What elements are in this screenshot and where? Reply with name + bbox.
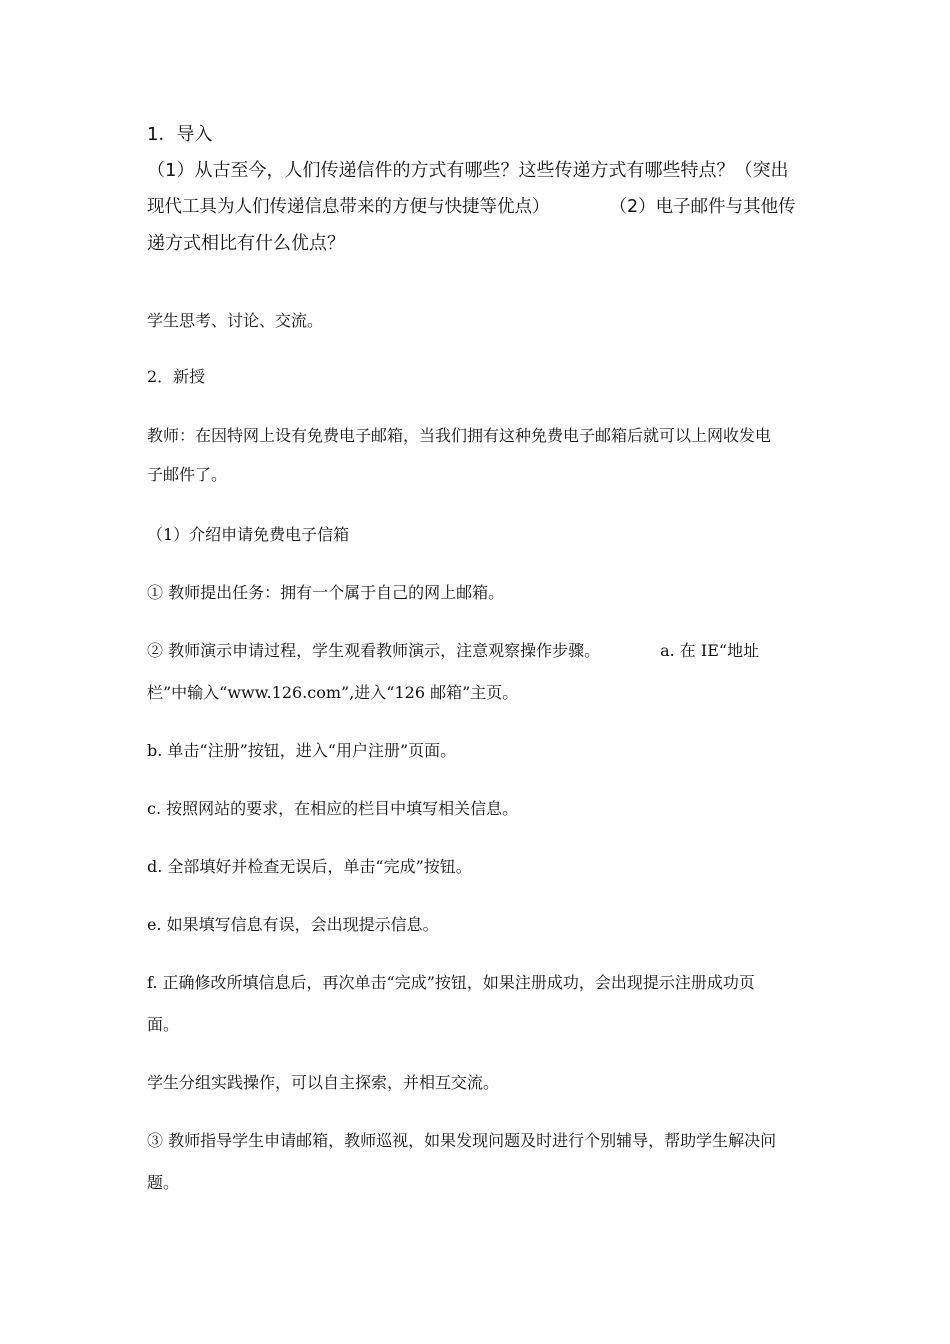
step-3-line-1: ③ 教师指导学生申请邮箱，教师巡视，如果发现问题及时进行个别辅导，帮助学生解决问 xyxy=(147,1131,777,1150)
step-2-sub-a: a. 在 IE“地址 xyxy=(660,641,760,660)
question-line-3: 递方式相比有什么优点？ xyxy=(147,233,345,254)
step-f-line-2: 面。 xyxy=(147,1015,180,1034)
step-2-line-1 xyxy=(147,643,759,659)
step-b: b. 单击“注册”按钮，进入“用户注册”页面。 xyxy=(147,741,457,760)
section-2-heading: 2．新授 xyxy=(147,367,206,386)
group-practice: 学生分组实践操作，可以自主探索，并相互交流。 xyxy=(147,1073,500,1092)
student-activity-1: 学生思考、讨论、交流。 xyxy=(147,311,324,330)
step-e: e. 如果填写信息有误，会出现提示信息。 xyxy=(147,915,439,934)
step-2-line-2: 栏”中输入“www.126.com”,进入“126 邮箱”主页。 xyxy=(147,683,519,702)
step-d: d. 全部填好并检查无误后，单击“完成”按钮。 xyxy=(147,857,472,876)
step-3-line-2: 题。 xyxy=(147,1173,180,1192)
step-1: ① 教师提出任务：拥有一个属于自己的网上邮箱。 xyxy=(147,583,505,602)
section-1-heading: 1．导入 xyxy=(147,124,213,145)
teacher-intro-line-1: 教师：在因特网上设有免费电子邮箱，当我们拥有这种免费电子邮箱后就可以上网收发电 xyxy=(147,426,772,445)
question-line-2-part-a: 现代工具为人们传递信息带来的方便与快捷等优点） xyxy=(147,197,550,217)
question-line-2-part-b: （2）电子邮件与其他传 xyxy=(609,197,796,217)
subsection-1-title: （1）介绍申请免费电子信箱 xyxy=(147,525,350,544)
teacher-intro-line-2: 子邮件了。 xyxy=(147,465,228,484)
question-line-2 xyxy=(147,199,796,217)
step-c: c. 按照网站的要求，在相应的栏目中填写相关信息。 xyxy=(147,799,519,818)
question-line-1: （1）从古至今，人们传递信件的方式有哪些？这些传递方式有哪些特点？（突出 xyxy=(147,160,789,181)
step-f-line-1: f. 正确修改所填信息后，再次单击“完成”按钮，如果注册成功，会出现提示注册成功页 xyxy=(147,973,755,992)
step-2-text: ② 教师演示申请过程，学生观看教师演示，注意观察操作步骤。 xyxy=(147,641,601,660)
